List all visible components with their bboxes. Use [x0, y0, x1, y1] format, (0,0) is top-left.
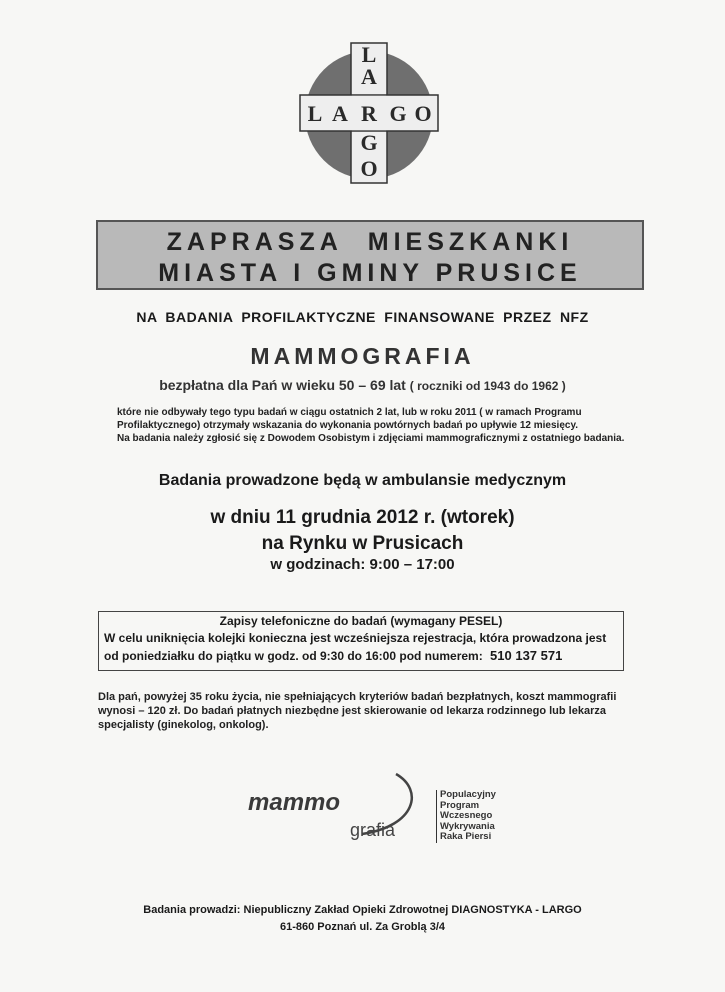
logo-letter: G: [389, 101, 407, 126]
registration-title: Zapisy telefoniczne do badań (wymagany PESEL): [219, 614, 503, 628]
eligibility-line-1: które nie odbywały tego typu badań w ciągu ostatnich 2 lat, lub w roku 2011 ( w ramach Programu: [117, 407, 582, 418]
logo-letter: L: [361, 42, 377, 67]
eligibility-line-3: Na badania należy zgłosić się z Dowodem Osobistym i zdjęciami mammograficznymi z ostatniego badania.: [117, 433, 625, 444]
free-for-line: [0, 377, 725, 393]
program-line: Program: [440, 799, 480, 811]
program-line: Wykrywania: [440, 820, 495, 832]
birth-years: ( roczniki od 1943 do 1962 ): [409, 379, 566, 393]
screening-program-label: [436, 790, 530, 843]
invitation-banner: [96, 220, 644, 290]
logo-letter: A: [332, 101, 348, 126]
logo-word-mammo: mammo: [248, 789, 341, 816]
logo-letter: O: [360, 156, 378, 181]
exam-date: w dniu 11 grudnia 2012 r. (wtorek): [210, 507, 515, 528]
phone-number: 510 137 571: [490, 648, 563, 663]
exam-hours: w godzinach: 9:00 – 17:00: [270, 556, 455, 573]
logo-letter: O: [414, 101, 432, 126]
logo-word-grafia: grafia: [350, 820, 396, 840]
program-line: Wczesnego: [440, 810, 493, 821]
banner-line-1: ZAPRASZA MIESZKANKI: [166, 228, 574, 256]
registration-box: [98, 611, 624, 671]
largo-logo: [298, 40, 440, 186]
mammografia-logo: [246, 770, 436, 850]
logo-letter: G: [360, 130, 378, 155]
logo-letter: L: [307, 101, 323, 126]
footer-provider: Badania prowadzi: Niepubliczny Zakład Opieki Zdrowotnej DIAGNOSTYKA - LARGO: [143, 904, 582, 916]
logo-letter: A: [361, 64, 377, 89]
banner-line-2: MIASTA I GMINY PRUSICE: [158, 259, 582, 287]
subtitle: NA BADANIA PROFILAKTYCZNE FINANSOWANE PRZEZ NFZ: [136, 309, 589, 325]
paid-exam-note: [98, 690, 658, 732]
registration-line-2: [99, 647, 623, 665]
registration-hours: od poniedziałku do piątku w godz. od 9:30 do 16:00 pod numerem:: [104, 649, 483, 663]
registration-line-1: W celu uniknięcia kolejki konieczna jest wcześniejsza rejestracja, która prowadzona jest: [104, 631, 607, 645]
paid-note-line-1: Dla pań, powyżej 35 roku życia, nie spełniających kryteriów badań bezpłatnych, koszt mammografii: [98, 691, 617, 703]
program-title: MAMMOGRAFIA: [250, 343, 475, 369]
eligibility-text: [117, 406, 657, 445]
exam-place: na Rynku w Prusicach: [261, 533, 464, 554]
paid-note-line-3: specjalisty (ginekolog, onkolog).: [98, 719, 269, 731]
program-line: Raka Piersi: [440, 831, 492, 842]
logo-letter: R: [361, 101, 377, 126]
conducted-line: Badania prowadzone będą w ambulansie medycznym: [158, 472, 567, 489]
eligibility-line-2: Profilaktycznego) otrzymały wskazania do wykonania powtórnych badań po upływie 12 miesięcy.: [117, 420, 579, 431]
free-for-text: bezpłatna dla Pań w wieku 50 – 69 lat: [159, 377, 406, 393]
paid-note-line-2: wynosi – 120 zł. Do badań płatnych niezbędne jest skierowanie od lekarza rodzinnego lub lekarza: [98, 705, 606, 717]
footer-address: 61-860 Poznań ul. Za Groblą 3/4: [279, 921, 446, 933]
program-line: Populacyjny: [440, 789, 496, 800]
